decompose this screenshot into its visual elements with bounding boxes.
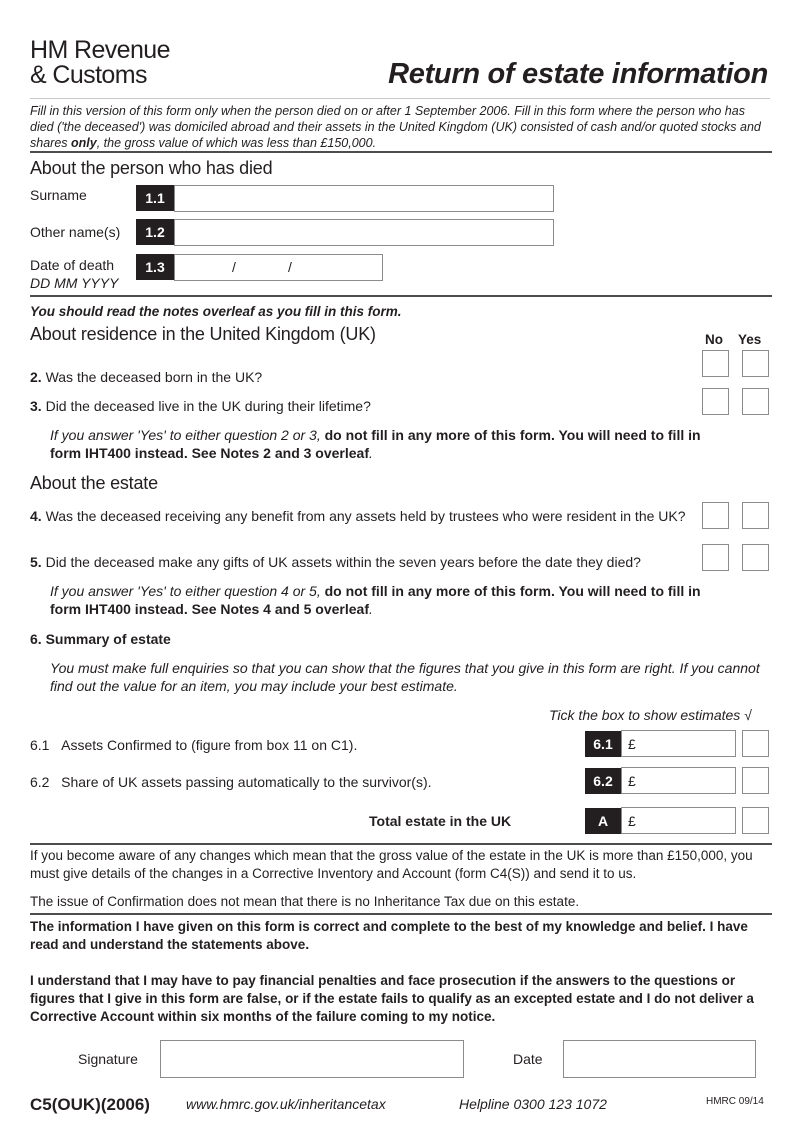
person-heading: About the person who has died — [30, 158, 273, 178]
pound-sign: £ — [628, 773, 636, 789]
tick-label-text: Tick the box to show estimates — [549, 707, 741, 723]
question-6 — [30, 630, 171, 648]
row-6-2-amount-field[interactable] — [621, 767, 736, 794]
other-names-label: Other name(s) — [30, 224, 121, 240]
helpline: Helpline 0300 123 1072 — [459, 1096, 607, 1112]
row-6-2-text: Share of UK assets passing automatically to the survivor(s). — [61, 774, 432, 790]
row-6-1-label — [30, 736, 357, 754]
question-5 — [30, 553, 698, 571]
q3-yes-checkbox[interactable] — [742, 388, 769, 415]
signature-field[interactable] — [160, 1040, 464, 1078]
estate-heading: About the estate — [30, 473, 158, 493]
date-of-death-label: Date of death — [30, 257, 115, 273]
tick-estimates-label — [549, 706, 752, 724]
residence-heading: About residence in the United Kingdom (UK) — [30, 324, 376, 344]
header-divider — [30, 98, 770, 99]
row-6-1-estimate-checkbox[interactable] — [742, 730, 769, 757]
pound-sign: £ — [628, 813, 636, 829]
residence-note-b: do not fill in any more of this form. You will need to fill in form IHT400 instead. See Notes 2 and 3 overleaf — [50, 427, 701, 461]
question-2 — [30, 368, 690, 386]
question-2-number: 2. — [30, 369, 42, 385]
surname-label: Surname — [30, 187, 87, 203]
q2-no-checkbox[interactable] — [702, 350, 729, 377]
q4-no-checkbox[interactable] — [702, 502, 729, 529]
box-tag-a: A — [585, 808, 621, 834]
estate-note-a: If you answer 'Yes' to either question 4 or 5, — [50, 583, 325, 599]
row-6-2-label — [30, 773, 432, 791]
question-4-text: Was the deceased receiving any benefit from any assets held by trustees who were resident in the UK? — [45, 508, 686, 524]
date-format-hint: DD MM YYYY — [30, 275, 119, 291]
declaration-1: The information I have given on this form is correct and complete to the best of my knowledge and belief. I have read and understand the statements above. — [30, 919, 748, 952]
column-yes-label: Yes — [738, 332, 762, 347]
box-tag-6-2: 6.2 — [585, 768, 621, 794]
form-title: Return of estate information — [388, 58, 768, 90]
residence-note — [50, 426, 710, 462]
row-6-1-text: Assets Confirmed to (figure from box 11 on C1). — [61, 737, 358, 753]
question-5-text: Did the deceased make any gifts of UK assets within the seven years before the date they died? — [45, 554, 641, 570]
question-3 — [30, 397, 690, 415]
box-tag-1-2: 1.2 — [136, 219, 174, 245]
summary-note: You must make full enquiries so that you can show that the figures that you give in this form are right. If you cannot find out the value for an item, you may include your best estimate. — [50, 660, 760, 694]
section-divider-2 — [30, 295, 772, 297]
residence-note-a: If you answer 'Yes' to either question 2 or 3, — [50, 427, 325, 443]
section-divider-3 — [30, 843, 772, 845]
box-tag-6-1: 6.1 — [585, 731, 621, 757]
box-tag-1-3: 1.3 — [136, 254, 174, 280]
intro-part-2: , the gross value of which was less than £150,000. — [96, 136, 377, 150]
website-link[interactable]: www.hmrc.gov.uk/inheritancetax — [186, 1096, 386, 1112]
row-6-1-number: 6.1 — [30, 737, 50, 753]
intro-bold: only — [71, 136, 97, 150]
surname-field[interactable] — [174, 185, 554, 212]
row-6-2-estimate-checkbox[interactable] — [742, 767, 769, 794]
intro-part-1: Fill in this version of this form only when the person died on or after 1 September 2006. Fill in this form where the person who has died ('the deceased') was domiciled abroad and their assets in the United Kingdom (UK) consisted of cash and/or quoted stocks and shares — [30, 104, 761, 150]
row-6-2-number: 6.2 — [30, 774, 50, 790]
total-amount-field[interactable] — [621, 807, 736, 834]
question-4-number: 4. — [30, 508, 42, 524]
question-3-number: 3. — [30, 398, 42, 414]
date-of-death-field[interactable] — [174, 254, 383, 281]
date-separator-1: / — [232, 259, 236, 275]
tick-mark-icon: √ — [744, 707, 752, 723]
estate-note-b: do not fill in any more of this form. You will need to fill in form IHT400 instead. See Notes 4 and 5 overleaf — [50, 583, 701, 617]
q3-no-checkbox[interactable] — [702, 388, 729, 415]
other-names-field[interactable] — [174, 219, 554, 246]
logo-line-2: & Customs — [30, 61, 147, 89]
declaration-2: I understand that I may have to pay financial penalties and face prosecution if the answers to the questions or figures that I give in this form are false, or if the estate fails to qualify as an excepted estate and I do not deliver a Corrective Account within six months of the failure coming to my notice. — [30, 973, 754, 1024]
changes-notice: If you become aware of any changes which mean that the gross value of the estate in the UK is more than £150,000, you must give details of the changes in a Corrective Inventory and Account (form C4(S)) and send it to us. — [30, 848, 753, 881]
date-separator-2: / — [288, 259, 292, 275]
q2-yes-checkbox[interactable] — [742, 350, 769, 377]
intro-text — [30, 103, 770, 151]
total-estimate-checkbox[interactable] — [742, 807, 769, 834]
section-divider-1 — [30, 151, 772, 153]
box-tag-1-1: 1.1 — [136, 185, 174, 211]
date-field[interactable] — [563, 1040, 756, 1078]
form-version: HMRC 09/14 — [706, 1096, 764, 1107]
read-notes-instruction: You should read the notes overleaf as you fill in this form. — [30, 304, 402, 319]
residence-note-c: . — [369, 445, 373, 461]
question-4 — [30, 507, 690, 525]
logo-line-1: HM Revenue — [30, 36, 170, 64]
signature-label: Signature — [78, 1051, 138, 1067]
pound-sign: £ — [628, 736, 636, 752]
question-3-text: Did the deceased live in the UK during their lifetime? — [45, 398, 371, 414]
total-estate-label: Total estate in the UK — [369, 813, 512, 829]
question-2-text: Was the deceased born in the UK? — [45, 369, 263, 385]
hmrc-logo — [30, 38, 170, 88]
q5-yes-checkbox[interactable] — [742, 544, 769, 571]
column-no-label: No — [705, 332, 723, 347]
date-label: Date — [513, 1051, 543, 1067]
question-6-number: 6. — [30, 631, 42, 647]
section-divider-4 — [30, 913, 772, 915]
estate-note-c: . — [369, 601, 373, 617]
confirmation-notice: The issue of Confirmation does not mean that there is no Inheritance Tax due on this estate. — [30, 894, 580, 909]
question-5-number: 5. — [30, 554, 42, 570]
q4-yes-checkbox[interactable] — [742, 502, 769, 529]
estate-note — [50, 582, 710, 618]
question-6-text: Summary of estate — [45, 631, 171, 647]
q5-no-checkbox[interactable] — [702, 544, 729, 571]
row-6-1-amount-field[interactable] — [621, 730, 736, 757]
form-code: C5(OUK)(2006) — [30, 1095, 150, 1114]
